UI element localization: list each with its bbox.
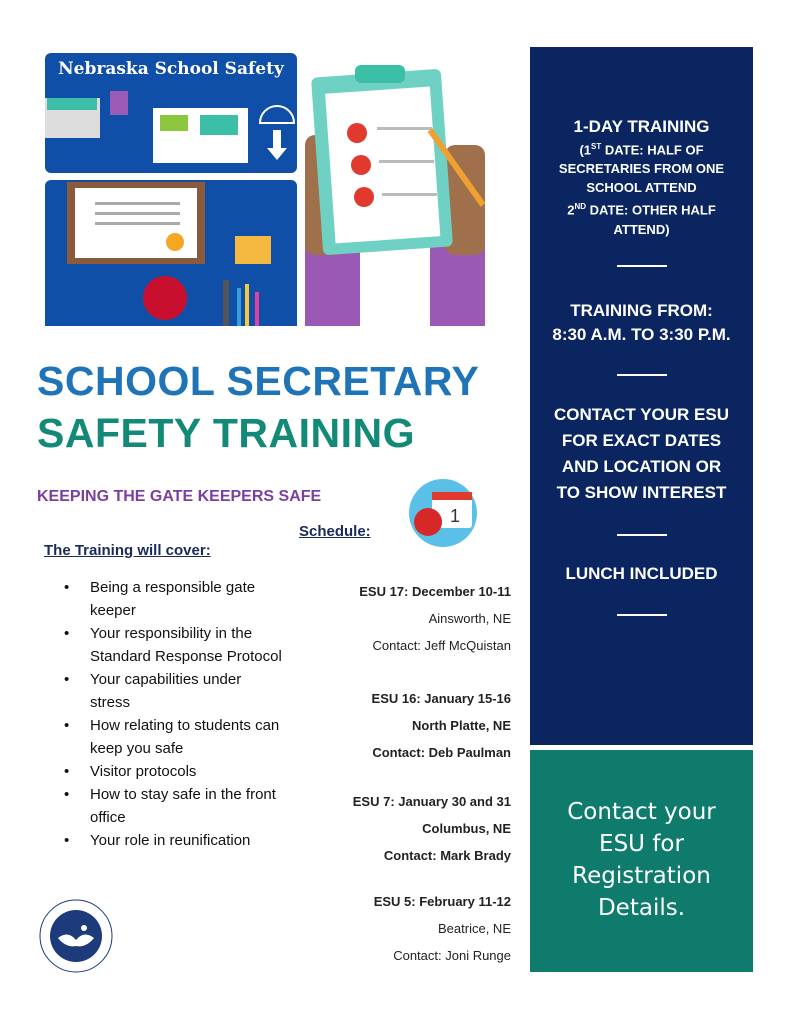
entry-contact: Contact: Mark Brady <box>383 848 511 863</box>
schedule-heading: Schedule: <box>299 523 371 540</box>
divider <box>617 374 667 376</box>
divider <box>617 614 667 616</box>
note-sup: ST <box>591 142 602 151</box>
entry-location: Columbus, NE <box>422 821 511 836</box>
training-note <box>544 137 739 239</box>
schedule-entry <box>300 582 511 689</box>
registration-text: Contact your ESU for Registration Details. <box>567 799 716 921</box>
entry-location: North Platte, NE <box>412 718 511 733</box>
lunch-text: LUNCH INCLUDED <box>565 563 718 583</box>
note-text: DATE: OTHER HALF ATTEND) <box>586 202 716 237</box>
entry-contact: Contact: Deb Paulman <box>372 745 511 760</box>
training-info-panel <box>530 47 753 745</box>
entry-location: Beatrice, NE <box>438 921 511 936</box>
subtitle: KEEPING THE GATE KEEPERS SAFE <box>37 488 322 505</box>
list-item: • Your responsibility in the Standard Response Protocol <box>62 622 282 668</box>
list-item: • Visitor protocols <box>62 760 282 783</box>
list-item: • How relating to students can keep you safe <box>62 714 282 760</box>
school-safety-banner-image <box>45 53 297 173</box>
nebraska-department-of-education-logo <box>38 898 114 974</box>
training-time-value: 8:30 A.M. TO 3:30 P.M. <box>552 324 731 344</box>
note-text: (1 <box>579 142 591 158</box>
note-text: DATE: HALF OF SECRETARIES FROM ONE SCHOOL ATTEND <box>558 142 725 196</box>
list-item: • How to stay safe in the front office <box>62 783 282 829</box>
entry-contact: Contact: Jeff McQuistan <box>372 638 511 653</box>
title-line-2: SAFETY TRAINING <box>37 410 416 456</box>
divider <box>617 265 667 267</box>
contact-esu-text: CONTACT YOUR ESU FOR EXACT DATES AND LOCATION OR TO SHOW INTEREST <box>553 404 730 502</box>
entry-location: Ainsworth, NE <box>428 611 511 626</box>
entry-contact: Contact: Joni Runge <box>393 948 511 963</box>
entry-dates: ESU 17: December 10-11 <box>359 584 511 599</box>
apple-calendar-icon <box>406 478 480 548</box>
list-item: • Being a responsible gate keeper <box>62 576 282 622</box>
schedule-entry <box>300 689 511 792</box>
title-line-1: SCHOOL SECRETARY <box>37 358 480 404</box>
clipboard-checklist-icon <box>305 55 485 326</box>
banner-text: Nebraska School Safety <box>58 59 284 79</box>
note-sup: ND <box>574 202 587 212</box>
list-item: • Your role in reunification <box>62 829 282 852</box>
schedule-entry <box>300 892 511 999</box>
training-cover-heading: The Training will cover: <box>44 542 211 559</box>
schedule-list <box>300 582 511 999</box>
svg-text:1: 1 <box>450 506 461 526</box>
divider <box>617 534 667 536</box>
list-item: • Your capabilities under stress <box>62 668 282 714</box>
computer-illustration-icon <box>45 53 297 173</box>
schedule-entry <box>300 792 511 892</box>
topics-list <box>62 576 282 852</box>
classroom-illustration <box>45 180 297 326</box>
training-time-label: TRAINING FROM: <box>570 300 713 320</box>
training-title: 1-DAY TRAINING <box>573 117 710 136</box>
entry-dates: ESU 5: February 11-12 <box>373 894 511 909</box>
note-text: 2 <box>567 202 575 218</box>
registration-panel <box>530 750 753 972</box>
certificate-apple-icon <box>45 180 297 326</box>
entry-dates: ESU 16: January 15-16 <box>371 691 511 706</box>
entry-dates: ESU 7: January 30 and 31 <box>352 794 511 809</box>
